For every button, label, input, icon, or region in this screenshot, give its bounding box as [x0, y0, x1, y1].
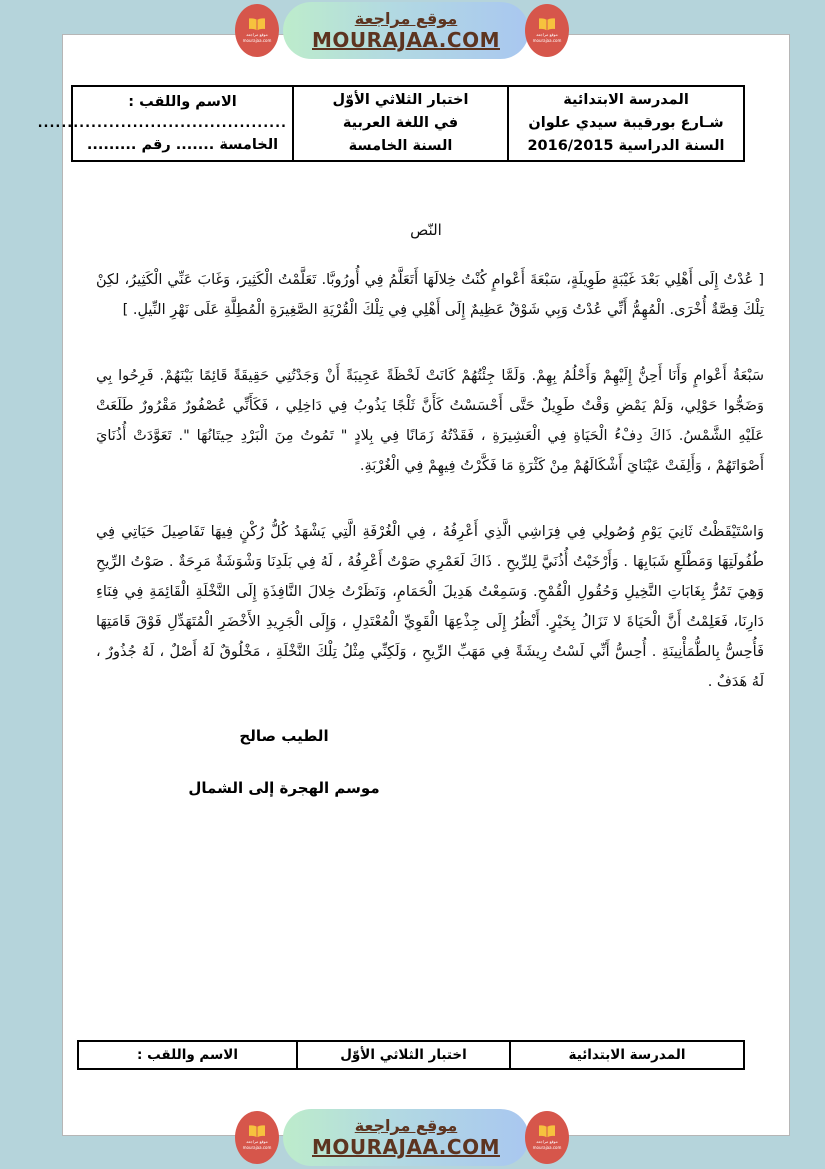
badge-text-en: mourajaa.com	[242, 1145, 272, 1150]
text-paragraph-2: سَبْعَةُ أَعْوامٍ وَأَنَا أَحِنُّ إِلَيْهِمْ وَأَحْلُمُ بِهِمْ. وَلَمَّا جِئْتُهُمْ كَانَتْ لَحْظَةً عَجِيبَةً أَنْ وَجَدْتُنِي حَقِيقَةً قَائِمًا بَيْنَهُمْ. فَرِحُوا بِي وَضَجُّوا حَوْلِي، وَلَمْ يَمْضِ وَقْتٌ طَوِيلٌ حَتَّى أَحْسَسْتُ كَأَنَّ ثَلْجًا يَذُوبُ فِي دَاخِلِي ، فَكَأَنِّي عُصْفُورٌ مَقْرُورٌ طَلَعَتْ عَلَيْهِ الشَّمْسُ. ذَاكَ دِفْءُ الْحَيَاةِ فِي الْعَشِيرَةِ ، فَقَدْتُهُ زَمَانًا فِي بِلادٍ " تَمُوتُ مِنَ الْبَرْدِ حِيتَانُهَا ". تَعَوَّدَتْ أُذُنَايَ أَصْوَاتَهُمْ ، وَأَلِفَتْ عَيْنَايَ أَشْكَالَهُمْ مِنْ كَثْرَةِ مَا فَكَّرْتُ فِيهِمْ فِي الْغُرْبَةِ.	[96, 368, 764, 474]
document-page	[37, 34, 790, 1136]
badge-text-ar: موقع مراجعة	[246, 1139, 268, 1144]
mourajaa-badge	[235, 1111, 279, 1164]
book-icon	[538, 1125, 556, 1138]
badge-text-ar: موقع مراجعة	[246, 32, 268, 37]
exam-info-cell	[293, 86, 508, 161]
signature-block	[134, 721, 434, 803]
work-title: موسم الهجرة إلى الشمال	[188, 779, 380, 797]
school-info-cell	[508, 86, 744, 161]
exam-subject: في اللغة العربية	[342, 115, 459, 131]
footer-student-cell: الاسم واللقب :	[78, 1041, 297, 1069]
site-banner-pill	[283, 2, 529, 59]
school-year: السنة الدراسية 2016/2015	[527, 138, 725, 154]
book-icon	[538, 18, 556, 31]
school-name: المدرسة الابتدائية	[563, 92, 689, 108]
exam-grade: السنة الخامسة	[348, 138, 453, 154]
mourajaa-badge	[525, 1111, 569, 1164]
exam-title: اختبار الثلاثي الأوّل	[332, 92, 469, 108]
footer-school-cell: المدرسة الابتدائية	[510, 1041, 744, 1069]
header-table	[37, 85, 745, 162]
site-name-english: MOURAJAA.COM	[312, 28, 500, 52]
site-name-arabic: موقع مراجعة	[354, 9, 458, 28]
site-name-english: MOURAJAA.COM	[312, 1135, 500, 1159]
top-banner	[0, 0, 825, 62]
student-name-blank: ..........................................	[37, 115, 287, 131]
site-banner-pill	[283, 1109, 529, 1166]
table-row	[78, 1041, 744, 1069]
student-info-cell	[37, 86, 293, 161]
book-icon	[248, 18, 266, 31]
footer-table	[77, 1040, 745, 1070]
mourajaa-badge	[235, 4, 279, 57]
book-icon	[248, 1125, 266, 1138]
site-name-arabic: موقع مراجعة	[354, 1116, 458, 1135]
reading-text	[96, 265, 764, 803]
mourajaa-badge	[525, 4, 569, 57]
author-name: الطيب صالح	[239, 727, 329, 745]
student-name-label: الاسم واللقب :	[128, 93, 237, 110]
page-title: النّص	[410, 221, 442, 239]
bottom-banner	[0, 1107, 825, 1169]
badge-text-ar: موقع مراجعة	[536, 1139, 558, 1144]
text-paragraph-3: وَاسْتَيْقَظْتُ ثَانِيَ يَوْمِ وُصُولِي فِي فِرَاشِي الَّذِي أَعْرِفُهُ ، فِي الْغُرْفَةِ الَّتِي يَشْهَدُ كُلُّ رُكْنٍ فِيهَا تَفَاصِيلَ حَيَاتِي فِي طُفُولَتِهَا وَمَطْلَعِ شَبَابِهَا . وَأَرْخَيْتُ أُذُنَيَّ لِلرِّيحِ . ذَاكَ لَعَمْرِي صَوْتٌ أَعْرِفُهُ ، لَهُ فِي بَلَدِنَا وَشْوَشَةٌ مَرِحَةٌ . صَوْتُ الرِّيحِ وَهِيَ تَمُرُّ بِغَابَاتِ النَّخِيلِ وَحُقُولِ الْقُمْحِ. وَسَمِعْتُ هَدِيلَ الْحَمَامِ، وَنَظَرْتُ خِلالَ النَّافِذَةِ إِلَى النَّخْلَةِ الْقَائِمَةِ فِي فِنَاءِ دَارِنَا، فَعَلِمْتُ أَنَّ الْحَيَاةَ لا تَزَالُ بِخَيْرٍ. أَنْظُرُ إِلَى جِذْعِهَا الْقَوِيِّ الْمُعْتَدِلِ ، وَإِلَى الْجَرِيدِ الأَخْضَرِ الْمُتَهَدِّلِ فَوْقَ قَامَتِهَا فَأُحِسُّ بِالطُّمَأْنِينَةِ . أُحِسُّ أَنِّي لَسْتُ رِيشَةً فِي مَهَبِّ الرِّيحِ ، وَلَكِنِّي مِثْلُ تِلْكَ النَّخْلَةِ ، مَخْلُوقٌ لَهُ أَصْلٌ ، لَهُ جُذُورٌ ، لَهُ هَدَفٌ .	[96, 524, 764, 690]
school-address: شـارع بورقيبة سيدي علوان	[528, 115, 724, 131]
badge-text-en: mourajaa.com	[532, 38, 562, 43]
badge-text-en: mourajaa.com	[532, 1145, 562, 1150]
footer-exam-cell: اختبار الثلاثي الأوّل	[297, 1041, 510, 1069]
badge-text-ar: موقع مراجعة	[536, 32, 558, 37]
table-row	[72, 86, 744, 161]
text-paragraph-1: [ عُدْتُ إِلَى أَهْلِي بَعْدَ غَيْبَةٍ طَوِيلَةٍ، سَبْعَةَ أَعْوامٍ كُنْتُ خِلالَهَا أَتَعَلَّمُ فِي أُورُوبَّا. تَعَلَّمْتُ الْكَثِيرَ، وَغَابَ عَنِّي الْكَثِيرُ، لكِنْ تِلْكَ قِصَّةٌ أُخْرَى. الْمُهِمُّ أَنِّي عُدْتُ وَبِي شَوْقٌ عَظِيمٌ إِلَى أَهْلِي فِي تِلْكَ الْقُرْيَةِ الصَّغِيرَةِ الْمُطِلَّةِ عَلَى نَهْرِ النِّيلِ. ]	[96, 272, 764, 318]
student-class-number: الخامسة ....... رقم .........	[86, 136, 279, 153]
badge-text-en: mourajaa.com	[242, 38, 272, 43]
